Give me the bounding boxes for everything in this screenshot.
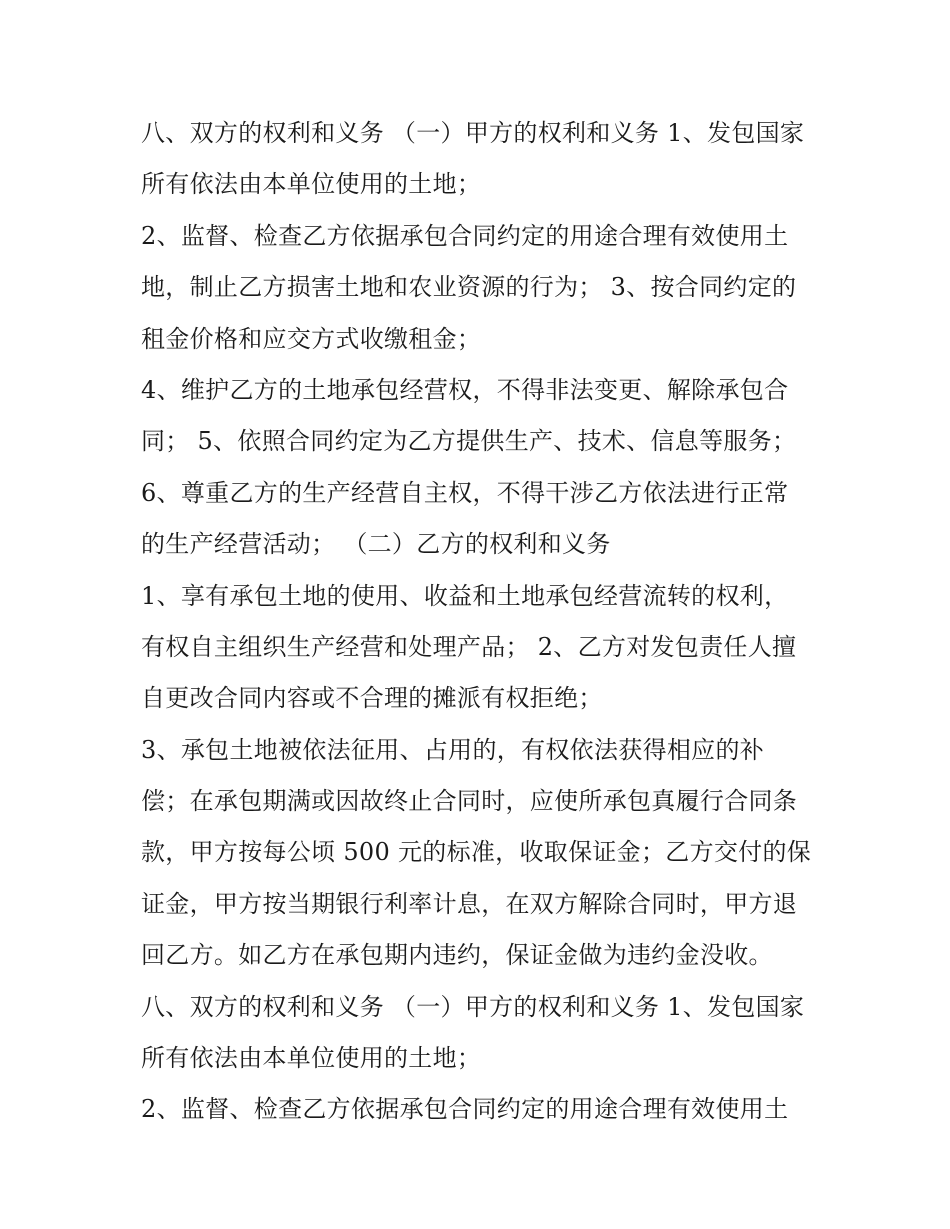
text-line: 租金价格和应交方式收缴租金； xyxy=(141,324,482,353)
text-line: 偿；在承包期满或因故终止合同时，应使所承包真履行合同条 xyxy=(141,787,798,816)
text-line: 1、享有承包土地的使用、收益和土地承包经营流转的权利， xyxy=(141,581,789,610)
text-line: 地，制止乙方损害土地和农业资源的行为； 3、按合同约定的 xyxy=(141,273,797,302)
text-line: 自更改合同内容或不合理的摊派有权拒绝； xyxy=(141,684,603,713)
text-line: 款，甲方按每公顷 500 元的标准，收取保证金；乙方交付的保 xyxy=(141,838,812,867)
text-line: 所有依法由本单位使用的土地； xyxy=(141,1044,482,1073)
text-line: 八、双方的权利和义务 （一）甲方的权利和义务 1、发包国家 xyxy=(141,992,805,1021)
text-line: 有权自主组织生产经营和处理产品； 2、乙方对发包责任人擅 xyxy=(141,632,797,661)
text-line: 同； 5、依照合同约定为乙方提供生产、技术、信息等服务； xyxy=(141,427,797,456)
text-line: 2、监督、检查乙方依据承包合同约定的用途合理有效使用土 xyxy=(141,221,789,250)
text-line: 回乙方。如乙方在承包期内违约，保证金做为违约金没收。 xyxy=(141,941,773,970)
text-line: 3、承包土地被依法征用、占用的，有权依法获得相应的补 xyxy=(141,735,765,764)
text-line: 八、双方的权利和义务 （一）甲方的权利和义务 1、发包国家 xyxy=(141,119,805,147)
text-line: 4、维护乙方的土地承包经营权，不得非法变更、解除承包合 xyxy=(141,375,789,404)
text-line: 所有依法由本单位使用的土地； xyxy=(141,170,482,199)
text-line: 证金，甲方按当期银行利率计息，在双方解除合同时，甲方退 xyxy=(141,889,798,918)
text-line: 2、监督、检查乙方依据承包合同约定的用途合理有效使用土 xyxy=(141,1095,789,1124)
document-body xyxy=(141,108,821,1136)
text-line: 的生产经营活动； （二）乙方的权利和义务 xyxy=(141,530,611,559)
text-line: 6、尊重乙方的生产经营自主权，不得干涉乙方依法进行正常 xyxy=(141,478,789,507)
